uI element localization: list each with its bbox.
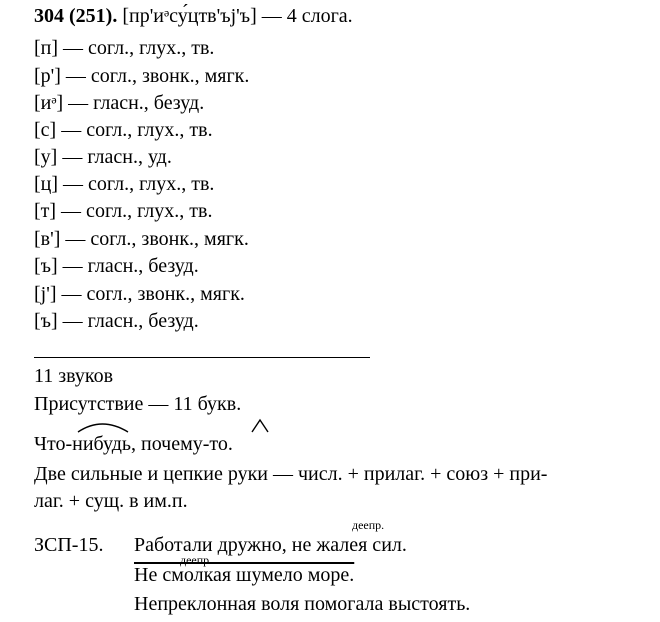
word-transcription: [пр'иᵊсу́цтв'ъj'ъ] — 4 слога.: [122, 5, 353, 27]
sound-item: [п] — согл., глух., тв.: [34, 37, 215, 59]
sound-item: [т] — согл., глух., тв.: [34, 200, 213, 222]
zsp-sentence-2: Не смолкая шумело море.: [134, 564, 355, 586]
sound-item: [ъ] — гласн., безуд.: [34, 255, 199, 277]
divider-line: [34, 357, 370, 358]
sound-item: [с] — согл., глух., тв.: [34, 119, 213, 141]
root-arc-mark: [78, 424, 128, 432]
letter-count: Присутствие — 11 букв.: [34, 393, 242, 415]
suffix-caret-mark: [252, 420, 268, 432]
sound-count: 11 звуков: [34, 365, 114, 387]
sound-item: [у] — гласн., уд.: [34, 146, 172, 168]
zsp-sentence-1: Работали дружно, не жалея сил.: [134, 534, 407, 556]
zsp-sentence-3: Непреклонная воля помогала выстоять.: [134, 593, 471, 615]
sound-item: [иᵊ] — гласн., безуд.: [34, 92, 205, 114]
morpheme-text: Что-нибудь, почему-то.: [34, 433, 233, 455]
sound-item: [ц] — согл., глух., тв.: [34, 173, 215, 195]
sound-item: [в'] — согл., звонк., мягк.: [34, 228, 249, 250]
exercise-header: [34, 4, 353, 28]
sound-item: [ъ] — гласн., безуд.: [34, 310, 199, 332]
exercise-number: 304 (251).: [34, 5, 118, 27]
deepr-mark-2: деепр.: [180, 553, 213, 567]
zsp-label: ЗСП-15.: [34, 534, 104, 556]
parse-line-2: лаг. + сущ. в им.п.: [34, 490, 188, 512]
parse-line-1: Две сильные и цепкие руки — числ. + прилаг. + союз + при-: [34, 463, 548, 485]
sound-item: [р'] — согл., звонк., мягк.: [34, 65, 250, 87]
sound-item: [j'] — согл., звонк., мягк.: [34, 283, 245, 305]
deepr-mark-1: деепр.: [352, 518, 385, 532]
